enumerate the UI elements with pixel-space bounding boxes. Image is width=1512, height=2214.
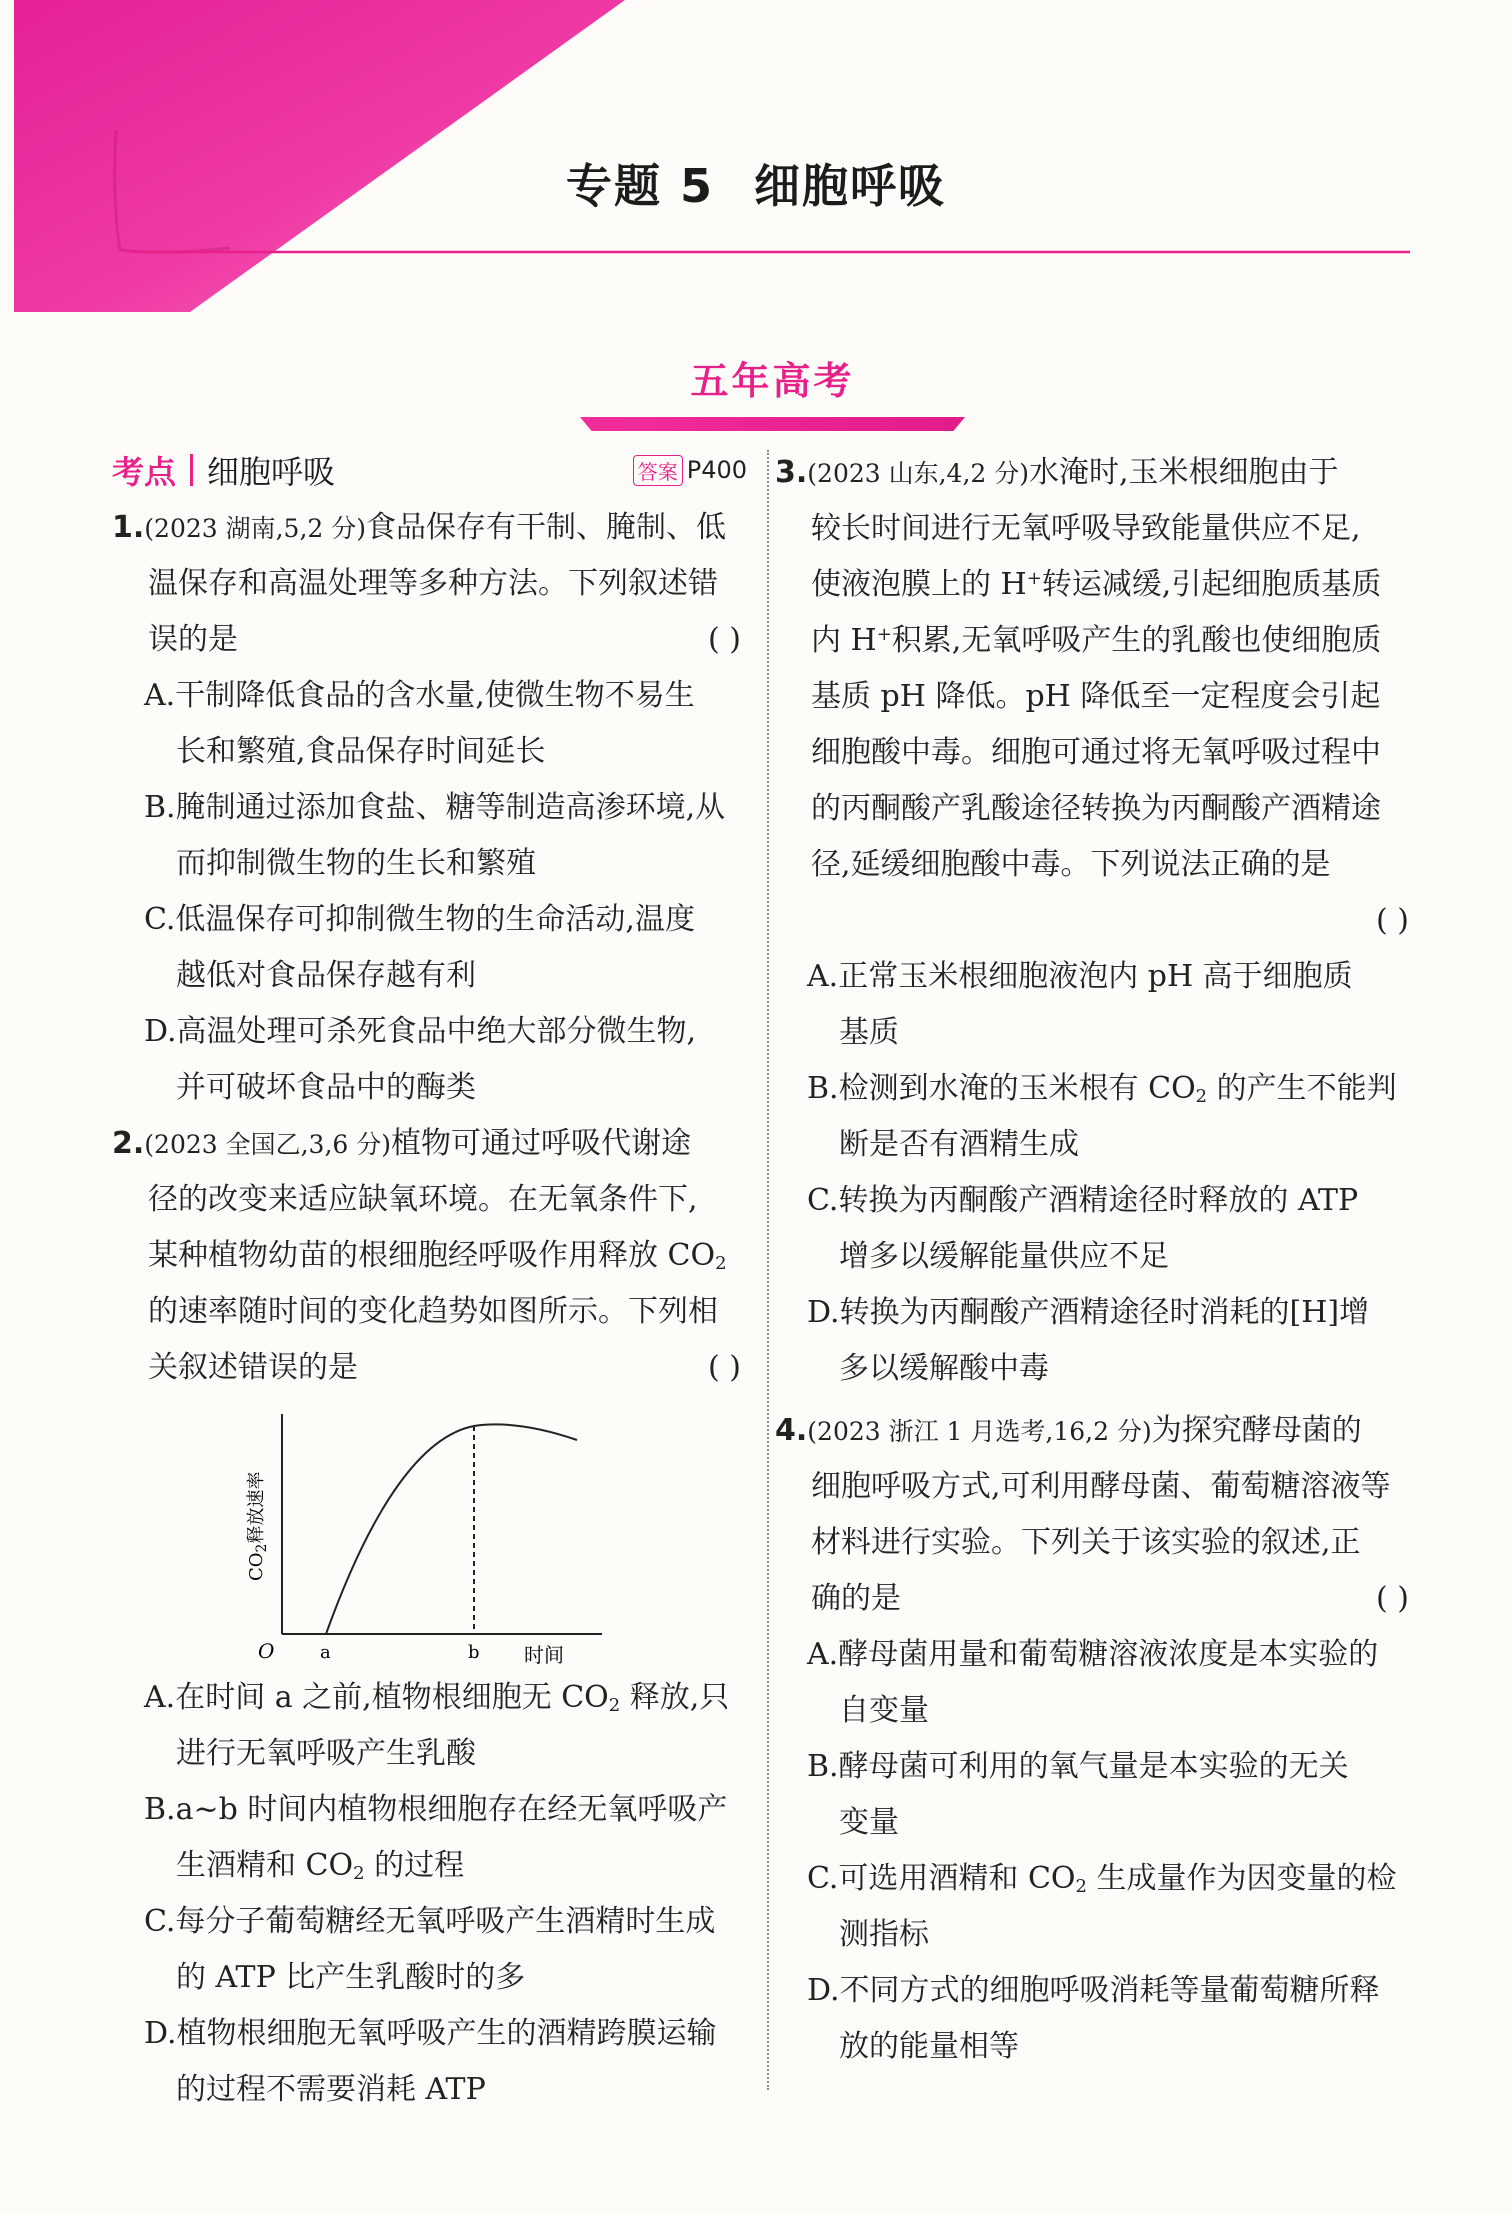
q4-stem-line: 4.(2023 浙江 1 月选考,16,2 分)为探究酵母菌的 bbox=[775, 1413, 1362, 1448]
rate-curve bbox=[326, 1424, 577, 1634]
q3-stem-line: 使液泡膜上的 H+转运减缓,引起细胞质基质 bbox=[811, 567, 1382, 602]
q4-option-c: C.可选用酒精和 $CO_2$ 生成量作为因变量的检 bbox=[807, 1861, 1397, 1897]
q3-stem-line: 细胞酸中毒。细胞可通过将无氧呼吸过程中 bbox=[811, 735, 1381, 770]
q2-stem-line: 关叙述错误的是 ( ) bbox=[112, 1340, 747, 1396]
q3-stem-line: 内 H+积累,无氧呼吸产生的乳酸也使细胞质 bbox=[811, 623, 1382, 658]
q1-option-b-cont: 而抑制微生物的生长和繁殖 bbox=[176, 846, 536, 881]
answer-parentheses: ( ) bbox=[708, 1350, 741, 1385]
q2-option-c-cont: 的 ATP 比产生乳酸时的多 bbox=[176, 1960, 526, 1995]
y-axis-label: $CO_2$释放速率 bbox=[246, 1471, 270, 1581]
answer-page: P400 bbox=[686, 456, 747, 484]
q1-source: (2023 湖南,5,2 分) bbox=[144, 514, 367, 543]
kaodian-name: 细胞呼吸 bbox=[207, 453, 336, 491]
q2-option-d-cont: 的过程不需要消耗 ATP bbox=[176, 2072, 486, 2107]
q3-option-a: A.正常玉米根细胞液泡内 pH 高于细胞质 bbox=[807, 959, 1353, 994]
left-column bbox=[112, 440, 747, 2118]
chapter-name: 细胞呼吸 bbox=[754, 159, 947, 213]
q3-paren-line bbox=[775, 893, 1415, 949]
q3-stem-line: 3.(2023 山东,4,2 分)水淹时,玉米根细胞由于 bbox=[775, 455, 1339, 490]
time-a-label: a bbox=[320, 1642, 331, 1663]
q4-stem-line: 确的是 ( ) bbox=[775, 1571, 1415, 1627]
q3-stem-line: 径,延缓细胞酸中毒。下列说法正确的是 bbox=[811, 847, 1331, 882]
q1-option-c: C.低温保存可抑制微生物的生命活动,温度 bbox=[144, 902, 695, 937]
q1-option-b: B.腌制通过添加食盐、糖等制造高渗环境,从 bbox=[144, 790, 726, 825]
q1-stem-line: 温保存和高温处理等多种方法。下列叙述错 bbox=[148, 566, 718, 601]
question-2 bbox=[112, 1116, 747, 2118]
q2-option-d: D.植物根细胞无氧呼吸产生的酒精跨膜运输 bbox=[144, 2016, 717, 2051]
q3-option-d-cont: 多以缓解酸中毒 bbox=[839, 1351, 1049, 1386]
q3-option-d: D.转换为丙酮酸产酒精途径时消耗的[H]增 bbox=[807, 1295, 1370, 1330]
q4-stem-line: 材料进行实验。下列关于该实验的叙述,正 bbox=[811, 1525, 1361, 1560]
q3-number: 3. bbox=[775, 455, 808, 490]
q4-option-b: B.酵母菌可利用的氧气量是本实验的无关 bbox=[807, 1749, 1349, 1784]
q1-stem-line: 1.(2023 湖南,5,2 分)食品保存有干制、腌制、低 bbox=[112, 510, 727, 545]
q2-stem-line: 径的改变来适应缺氧环境。在无氧条件下, bbox=[148, 1182, 698, 1217]
section-title: 五年高考 bbox=[690, 359, 855, 403]
section-underline-bar bbox=[580, 417, 965, 431]
q3-option-a-cont: 基质 bbox=[839, 1015, 899, 1050]
answer-parentheses: ( ) bbox=[1376, 1581, 1409, 1616]
co2-release-rate-graph bbox=[246, 1406, 612, 1667]
q2-option-a-cont: 进行无氧呼吸产生乳酸 bbox=[176, 1736, 476, 1771]
q1-number: 1. bbox=[112, 510, 145, 545]
column-divider bbox=[767, 450, 769, 2090]
q4-option-b-cont: 变量 bbox=[839, 1805, 899, 1840]
kaodian-separator bbox=[190, 454, 193, 486]
q3-source: (2023 山东,4,2 分) bbox=[807, 459, 1030, 488]
q4-option-c-cont: 测指标 bbox=[839, 1917, 929, 1952]
chapter-label: 专题 5 bbox=[565, 159, 715, 213]
q2-option-c: C.每分子葡萄糖经无氧呼吸产生酒精时生成 bbox=[144, 1904, 716, 1939]
q2-stem-line: 的速率随时间的变化趋势如图所示。下列相 bbox=[148, 1294, 718, 1329]
q4-option-a-cont: 自变量 bbox=[839, 1693, 929, 1728]
origin-label: O bbox=[258, 1639, 275, 1663]
section-banner bbox=[580, 350, 965, 431]
q2-stem-line: 某种植物幼苗的根细胞经呼吸作用释放 $CO_2$ bbox=[148, 1238, 727, 1274]
q4-source: (2023 浙江 1 月选考,16,2 分) bbox=[807, 1417, 1152, 1446]
q2-option-a: A.在时间 a 之前,植物根细胞无 $CO_2$ 释放,只 bbox=[144, 1680, 730, 1716]
q3-stem-line: 基质 pH 降低。pH 降低至一定程度会引起 bbox=[811, 679, 1381, 714]
q3-option-c: C.转换为丙酮酸产酒精途径时释放的 ATP bbox=[807, 1183, 1359, 1218]
q1-option-d-cont: 并可破坏食品中的酶类 bbox=[176, 1070, 476, 1105]
q1-option-a: A.干制降低食品的含水量,使微生物不易生 bbox=[144, 678, 695, 713]
question-3 bbox=[775, 445, 1415, 1397]
time-b-label: b bbox=[468, 1642, 480, 1663]
q2-option-b-cont: 生酒精和 $CO_2$ 的过程 bbox=[176, 1848, 465, 1884]
q4-option-a: A.酵母菌用量和葡萄糖溶液浓度是本实验的 bbox=[807, 1637, 1379, 1672]
x-axis-label: 时间 bbox=[524, 1643, 564, 1667]
answer-box: 答案 bbox=[633, 455, 683, 486]
q1-option-a-cont: 长和繁殖,食品保存时间延长 bbox=[176, 734, 546, 769]
q3-option-b: B.检测到水淹的玉米根有 $CO_2$ 的产生不能判 bbox=[807, 1071, 1397, 1107]
answer-reference bbox=[633, 455, 747, 486]
q4-option-d: D.不同方式的细胞呼吸消耗等量葡萄糖所释 bbox=[807, 1973, 1380, 2008]
kaodian-tag: 考点 bbox=[112, 453, 177, 491]
q4-option-d-cont: 放的能量相等 bbox=[839, 2029, 1019, 2064]
q2-stem-line: 2.(2023 全国乙,3,6 分)植物可通过呼吸代谢途 bbox=[112, 1126, 692, 1161]
q1-option-c-cont: 越低对食品保存越有利 bbox=[176, 958, 476, 993]
question-4 bbox=[775, 1403, 1415, 2075]
right-column bbox=[775, 445, 1415, 2075]
q2-source: (2023 全国乙,3,6 分) bbox=[144, 1130, 392, 1159]
kaodian-header bbox=[112, 440, 747, 500]
q3-stem-line: 的丙酮酸产乳酸途径转换为丙酮酸产酒精途 bbox=[811, 791, 1381, 826]
q1-stem-line: 误的是 ( ) bbox=[112, 612, 747, 668]
chapter-title bbox=[0, 150, 1512, 216]
q4-stem-line: 细胞呼吸方式,可利用酵母菌、葡萄糖溶液等 bbox=[811, 1469, 1391, 1504]
q3-option-b-cont: 断是否有酒精生成 bbox=[839, 1127, 1079, 1162]
question-1 bbox=[112, 500, 747, 1116]
answer-parentheses: ( ) bbox=[1376, 903, 1409, 938]
q1-option-d: D.高温处理可杀死食品中绝大部分微生物, bbox=[144, 1014, 697, 1049]
q2-number: 2. bbox=[112, 1126, 145, 1161]
q3-option-c-cont: 增多以缓解能量供应不足 bbox=[839, 1239, 1169, 1274]
q4-number: 4. bbox=[775, 1413, 808, 1448]
answer-parentheses: ( ) bbox=[708, 622, 741, 657]
q3-stem-line: 较长时间进行无氧呼吸导致能量供应不足, bbox=[811, 511, 1361, 546]
q2-option-b: B.a~b 时间内植物根细胞存在经无氧呼吸产 bbox=[144, 1792, 728, 1827]
